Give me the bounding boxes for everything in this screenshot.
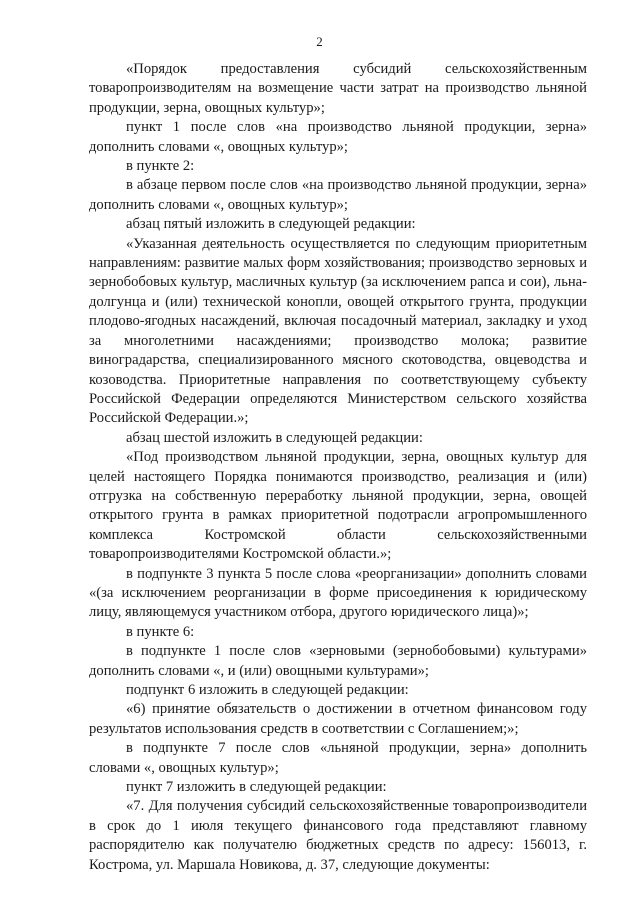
paragraph: «6) принятие обязательств о достижении в отчетном финансовом году результатов использования средств в соответствии с Соглашением;»; <box>89 701 587 737</box>
paragraph: в пункте 6: <box>126 623 195 640</box>
paragraph: «Указанная деятельность осуществляется по следующим приоритетным направлениям: развитие малых форм хозяйствования; производство зерновых и зернобобовых культур, масличных культур (за исключением рапса и сои), льна-долгунца и (или) технической конопли, овощей открытого грунта, продукции плодово-ягодных насаждений, включая посадочный материал, закладку и уход за многолетними насаждениями; производство молока; развитие виноградарства, специализированного мясного скотоводства, овцеводства и козоводства. Приоритетные направления по соответствующему субъекту Российской Федерации определяются Министерством сельского хозяйства Российской Федерации.»; <box>89 235 587 427</box>
paragraph: в подпункте 7 после слов «льняной продукции, зерна» дополнить словами «, овощных культур»; <box>89 740 587 776</box>
paragraph: в подпункте 1 после слов «зерновыми (зернобобовыми) культурами» дополнить словами «, и (или) овощными культурами»; <box>89 643 587 679</box>
paragraph: в пункте 2: <box>126 158 195 175</box>
paragraph: в абзаце первом после слов «на производство льняной продукции, зерна» дополнить словами «, овощных культур»; <box>89 177 587 213</box>
document-body <box>89 60 587 875</box>
paragraph: «Под производством льняной продукции, зерна, овощных культур для целей настоящего Порядка понимаются производство, реализация и (или) отгрузка на собственную переработку льняной продукции, зерна, овощей открытого грунта в рамках приоритетной подотрасли агропромышленного комплекса Костромской области сельскохозяйственными товаропроизводителями Костромской области.»; <box>89 449 587 563</box>
paragraph: абзац шестой изложить в следующей редакции: <box>126 429 423 446</box>
paragraph: «Порядок предоставления субсидий сельскохозяйственным товаропроизводителям на возмещение части затрат на производство льняной продукции, зерна, овощных культур»; <box>89 61 587 116</box>
paragraph: пункт 1 после слов «на производство льняной продукции, зерна» дополнить словами «, овощных культур»; <box>89 119 587 155</box>
paragraph: «7. Для получения субсидий сельскохозяйственные товаропроизводители в срок до 1 июля текущего финансового года представляют главному распорядителю как получателю бюджетных средств по адресу: 156013, г. Кострома, ул. Маршала Новикова, д. 37, следующие документы: <box>89 798 587 873</box>
paragraph: пункт 7 изложить в следующей редакции: <box>126 779 387 796</box>
paragraph: в подпункте 3 пункта 5 после слова «реорганизации» дополнить словами «(за исключением реорганизации в форме присоединения к юридическому лицу, являющемуся участником отбора, другого юридического лица)»; <box>89 565 587 621</box>
paragraph: подпункт 6 изложить в следующей редакции: <box>126 682 409 698</box>
page-number: 2 <box>316 34 323 49</box>
paragraph: абзац пятый изложить в следующей редакции: <box>126 216 416 233</box>
